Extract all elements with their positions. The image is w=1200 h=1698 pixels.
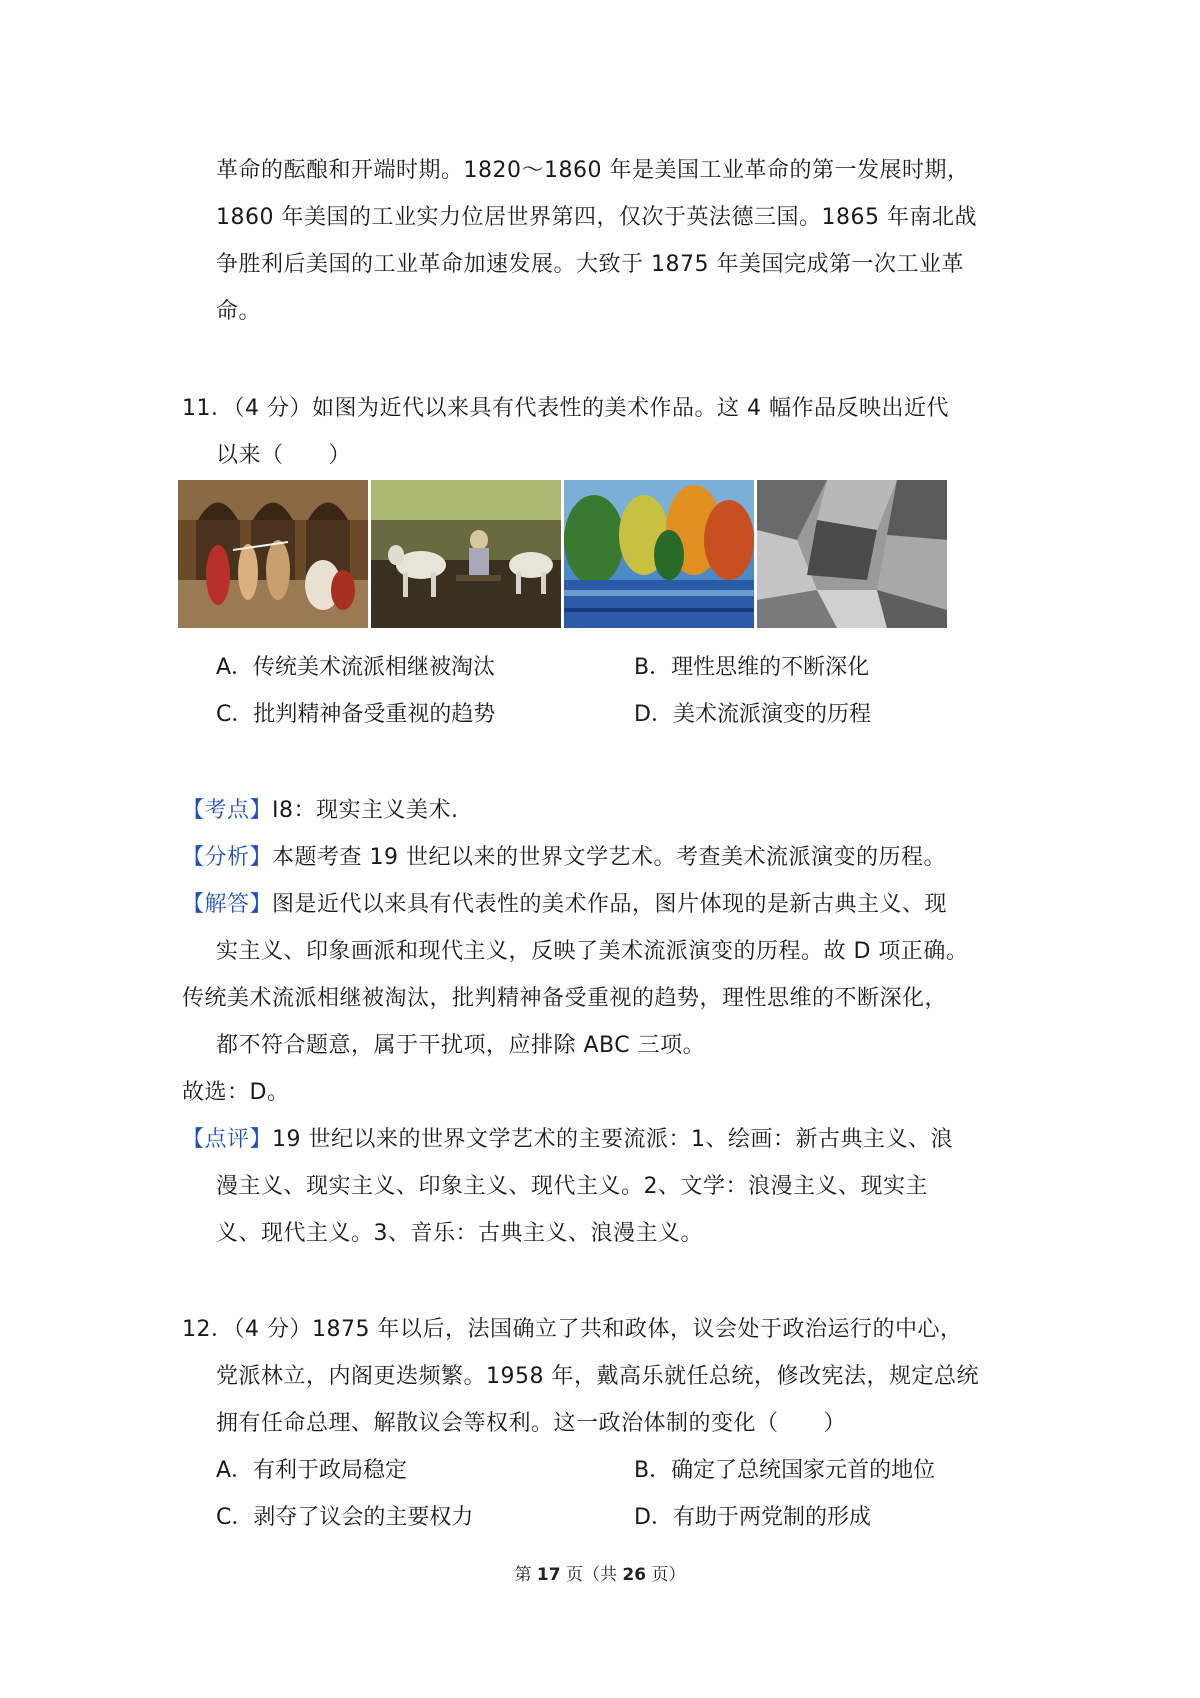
q12-stem-line-2: 党派林立，内阁更迭频繁。1958 年，戴高乐就任总统，修改宪法，规定总统 xyxy=(216,1364,979,1389)
q12-stem-line-3: 拥有任命总理、解散议会等权利。这一政治体制的变化（ ） xyxy=(216,1411,847,1436)
impressionist-painting-image xyxy=(564,480,754,628)
intro-line-4: 命。 xyxy=(216,299,262,324)
footer-suffix: 页） xyxy=(646,1565,686,1585)
q12-option-d: D．有助于两党制的形成 xyxy=(634,1505,871,1530)
neoclassical-painting-image xyxy=(178,480,368,628)
q11-answer: 故选：D。 xyxy=(182,1080,290,1105)
dianping-label: 【点评】 xyxy=(182,1127,273,1152)
kaodian-text: I8：现实主义美术. xyxy=(272,798,459,823)
jieda-line-4: 都不符合题意，属于干扰项，应排除 ABC 三项。 xyxy=(216,1033,706,1058)
q11-stem-line-1: 11．（4 分）如图为近代以来具有代表性的美术作品。这 4 幅作品反映出近代 xyxy=(182,396,949,421)
intro-line-3: 争胜利后美国的工业革命加速发展。大致于 1875 年美国完成第一次工业革 xyxy=(216,252,964,277)
q11-option-b: B．理性思维的不断深化 xyxy=(634,655,870,680)
footer-total-pages: 26 xyxy=(622,1565,647,1585)
footer-page-number: 17 xyxy=(536,1565,561,1585)
q12-option-a: A．有利于政局稳定 xyxy=(216,1458,408,1483)
intro-line-2: 1860 年美国的工业实力位居世界第四，仅次于英法德三国。1865 年南北战 xyxy=(216,205,977,230)
q11-option-a: A．传统美术流派相继被淘汰 xyxy=(216,655,496,680)
jieda-line-2: 实主义、印象画派和现代主义，反映了美术流派演变的历程。故 D 项正确。 xyxy=(216,939,969,964)
realist-painting-image xyxy=(371,480,561,628)
dianping-line-2: 漫主义、现实主义、印象主义、现代主义。2、文学：浪漫主义、现实主 xyxy=(216,1174,928,1199)
jieda-line-3: 传统美术流派相继被淘汰，批判精神备受重视的趋势，理性思维的不断深化， xyxy=(182,986,948,1011)
footer-prefix: 第 xyxy=(514,1565,537,1585)
q11-dianping xyxy=(182,1125,953,1155)
q11-kaodian xyxy=(182,796,459,826)
dianping-text-1: 19 世纪以来的世界文学艺术的主要流派：1、绘画：新古典主义、浪 xyxy=(272,1127,954,1152)
footer-mid: 页（共 xyxy=(560,1565,623,1585)
intro-line-1: 革命的酝酿和开端时期。1820～1860 年是美国工业革命的第一发展时期， xyxy=(216,158,970,183)
q11-option-d: D．美术流派演变的历程 xyxy=(634,702,871,727)
q11-option-c: C．批判精神备受重视的趋势 xyxy=(216,702,496,727)
jieda-label: 【解答】 xyxy=(182,892,273,917)
kaodian-label: 【考点】 xyxy=(182,798,273,823)
modernist-painting-image xyxy=(757,480,947,628)
dianping-line-3: 义、现代主义。3、音乐：古典主义、浪漫主义。 xyxy=(216,1221,703,1246)
jieda-text-1: 图是近代以来具有代表性的美术作品，图片体现的是新古典主义、现 xyxy=(272,892,948,917)
fenxi-text: 本题考查 19 世纪以来的世界文学艺术。考查美术流派演变的历程。 xyxy=(272,845,946,870)
q11-fenxi xyxy=(182,843,946,873)
q12-option-b: B．确定了总统国家元首的地位 xyxy=(634,1458,936,1483)
fenxi-label: 【分析】 xyxy=(182,845,273,870)
page-footer xyxy=(0,1560,1200,1585)
q12-option-c: C．剥夺了议会的主要权力 xyxy=(216,1505,474,1530)
q11-jieda xyxy=(182,890,947,920)
q12-stem-line-1: 12．（4 分）1875 年以后，法国确立了共和政体，议会处于政治运行的中心， xyxy=(182,1317,963,1342)
q11-stem-line-2: 以来（ ） xyxy=(216,443,352,468)
